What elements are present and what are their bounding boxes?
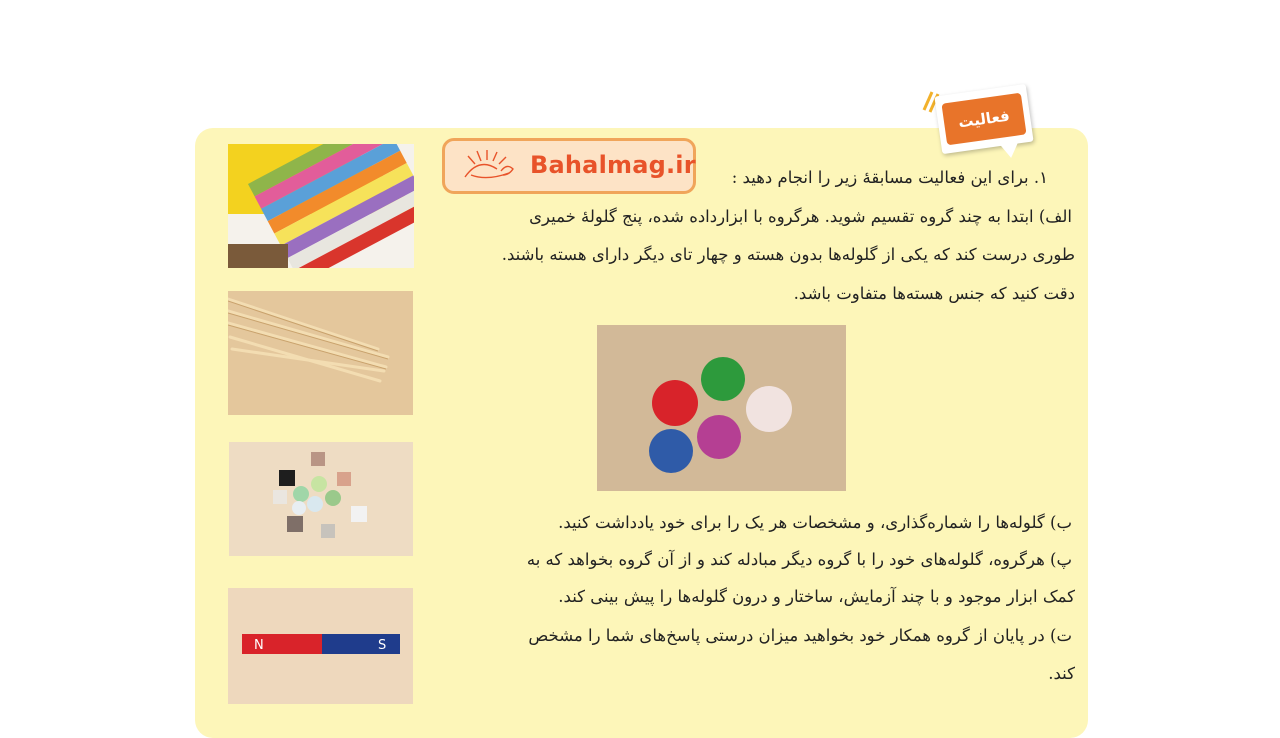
part-p-line-1: پ) هرگروه، گلوله‌های خود را با گروه دیگر مبادله کند و از آن گروه بخواهد که به xyxy=(526,550,1072,569)
clay-balls-image xyxy=(597,325,846,491)
part-t-line-1: ت) در پایان از گروه همکار خود بخواهید میزان درستی پاسخ‌های شما را مشخص xyxy=(528,626,1072,645)
cubes-marbles-image xyxy=(229,442,413,556)
badge-label: فعالیت xyxy=(941,93,1026,146)
part-a-line-1: الف) ابتدا به چند گروه تقسیم شوید. هرگروه با ابزارداده شده، پنج گلولهٔ خمیری xyxy=(529,207,1072,226)
part-a-line-2: طوری درست کند که یکی از گلوله‌ها بدون هسته و چهار تای دیگر دارای هسته باشند. xyxy=(501,245,1075,264)
sun-logo-icon xyxy=(457,147,521,187)
badge-tail xyxy=(999,141,1021,160)
bar-magnet-image xyxy=(228,588,413,704)
part-t-line-2: کند. xyxy=(1048,664,1075,683)
part-p-line-2: کمک ابزار موجود و با چند آزمایش، ساختار و درون گلوله‌ها را پیش بینی کند. xyxy=(558,587,1075,606)
cubes-marbles-photo xyxy=(229,442,413,556)
part-b-text: ب) گلوله‌ها را شماره‌گذاری، و مشخصات هر یک را برای خود یادداشت کنید. xyxy=(558,513,1072,532)
clay-sticks-image xyxy=(228,144,414,268)
svg-text:N: N xyxy=(254,638,264,653)
magnet-photo xyxy=(228,588,413,704)
watermark xyxy=(442,138,696,194)
sticks-photo xyxy=(228,291,413,415)
clay-photo xyxy=(228,144,414,268)
part-a-line-3: دقت کنید که جنس هسته‌ها متفاوت باشد. xyxy=(793,284,1075,303)
intro-text: ۱. برای این فعالیت مسابقهٔ زیر را انجام دهید : xyxy=(731,168,1048,187)
activity-badge xyxy=(908,86,1043,166)
svg-text:S: S xyxy=(378,638,387,653)
clay-balls-photo xyxy=(597,325,846,491)
watermark-text: Bahalmag.ir xyxy=(530,151,696,179)
wooden-sticks-image xyxy=(228,291,413,415)
